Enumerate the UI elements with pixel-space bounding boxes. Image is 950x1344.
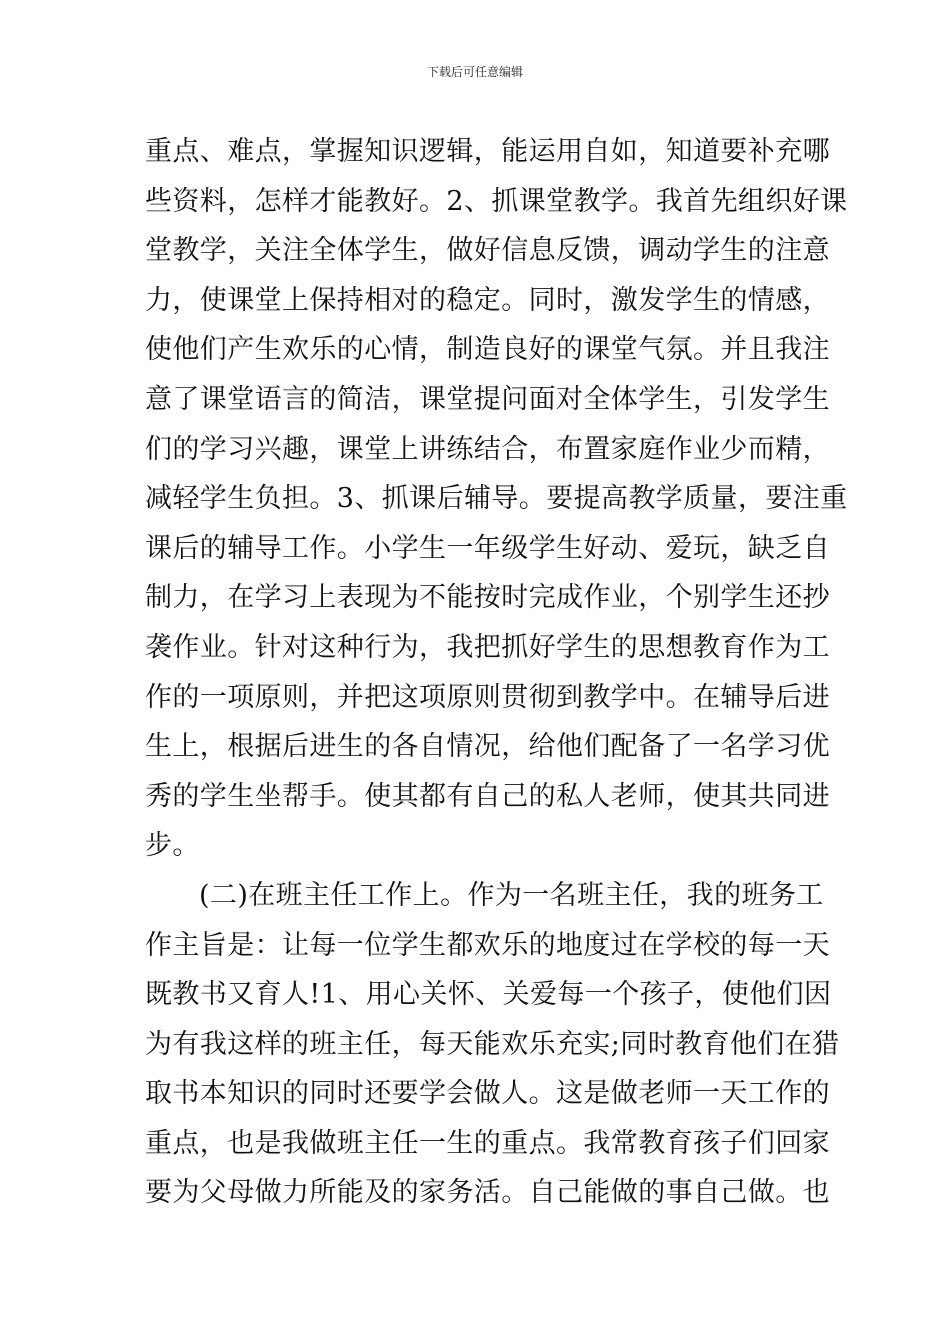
text-line: 作的一项原则，并把这项原则贯彻到教学中。在辅导后进 [145, 681, 830, 713]
text-line: 生上，根据后进生的各自情况，给他们配备了一名学习优 [145, 731, 830, 763]
text-line: 制力，在学习上表现为不能按时完成作业，个别学生还抄 [145, 582, 830, 614]
text-line: 减轻学生负担。3、抓课后辅导。要提高教学质量，要注重 [145, 483, 848, 515]
paragraph-start-line: (二)在班主任工作上。作为一名班主任，我的班务工 [199, 879, 824, 911]
text-line: 意了课堂语言的简洁，课堂提问面对全体学生，引发学生 [145, 383, 830, 415]
body-text [145, 127, 848, 1218]
text-line: 为有我这样的班主任，每天能欢乐充实;同时教育他们在猎 [145, 1028, 840, 1060]
text-line: 要为父母做力所能及的家务活。自己能做的事自己做。也 [145, 1177, 830, 1209]
text-line: 重点，也是我做班主任一生的重点。我常教育孩子们回家 [145, 1127, 830, 1159]
text-line: 步。 [145, 830, 200, 862]
text-line: 既教书又育人!1、用心关怀、关爱每一个孩子，使他们因 [145, 979, 832, 1011]
text-line: 使他们产生欢乐的心情，制造良好的课堂气氛。并且我注 [145, 334, 830, 366]
text-line: 作主旨是：让每一位学生都欢乐的地度过在学校的每一天 [145, 929, 830, 961]
page-header: 下载后可任意编辑 [426, 65, 523, 79]
text-line: 力，使课堂上保持相对的稳定。同时，激发学生的情感， [145, 284, 830, 316]
text-line: 堂教学，关注全体学生，做好信息反馈，调动学生的注意 [145, 235, 830, 267]
text-line: 秀的学生坐帮手。使其都有自己的私人老师，使其共同进 [145, 780, 830, 812]
text-line: 们的学习兴趣，课堂上讲练结合，布置家庭作业少而精， [145, 433, 830, 465]
text-line: 取书本知识的同时还要学会做人。这是做老师一天工作的 [145, 1078, 830, 1110]
text-line: 袭作业。针对这种行为，我把抓好学生的思想教育作为工 [145, 631, 830, 663]
text-line: 些资料，怎样才能教好。2、抓课堂教学。我首先组织好课 [145, 185, 848, 217]
text-line: 重点、难点，掌握知识逻辑，能运用自如，知道要补充哪 [145, 136, 830, 167]
text-line: 课后的辅导工作。小学生一年级学生好动、爱玩，缺乏自 [145, 532, 830, 564]
